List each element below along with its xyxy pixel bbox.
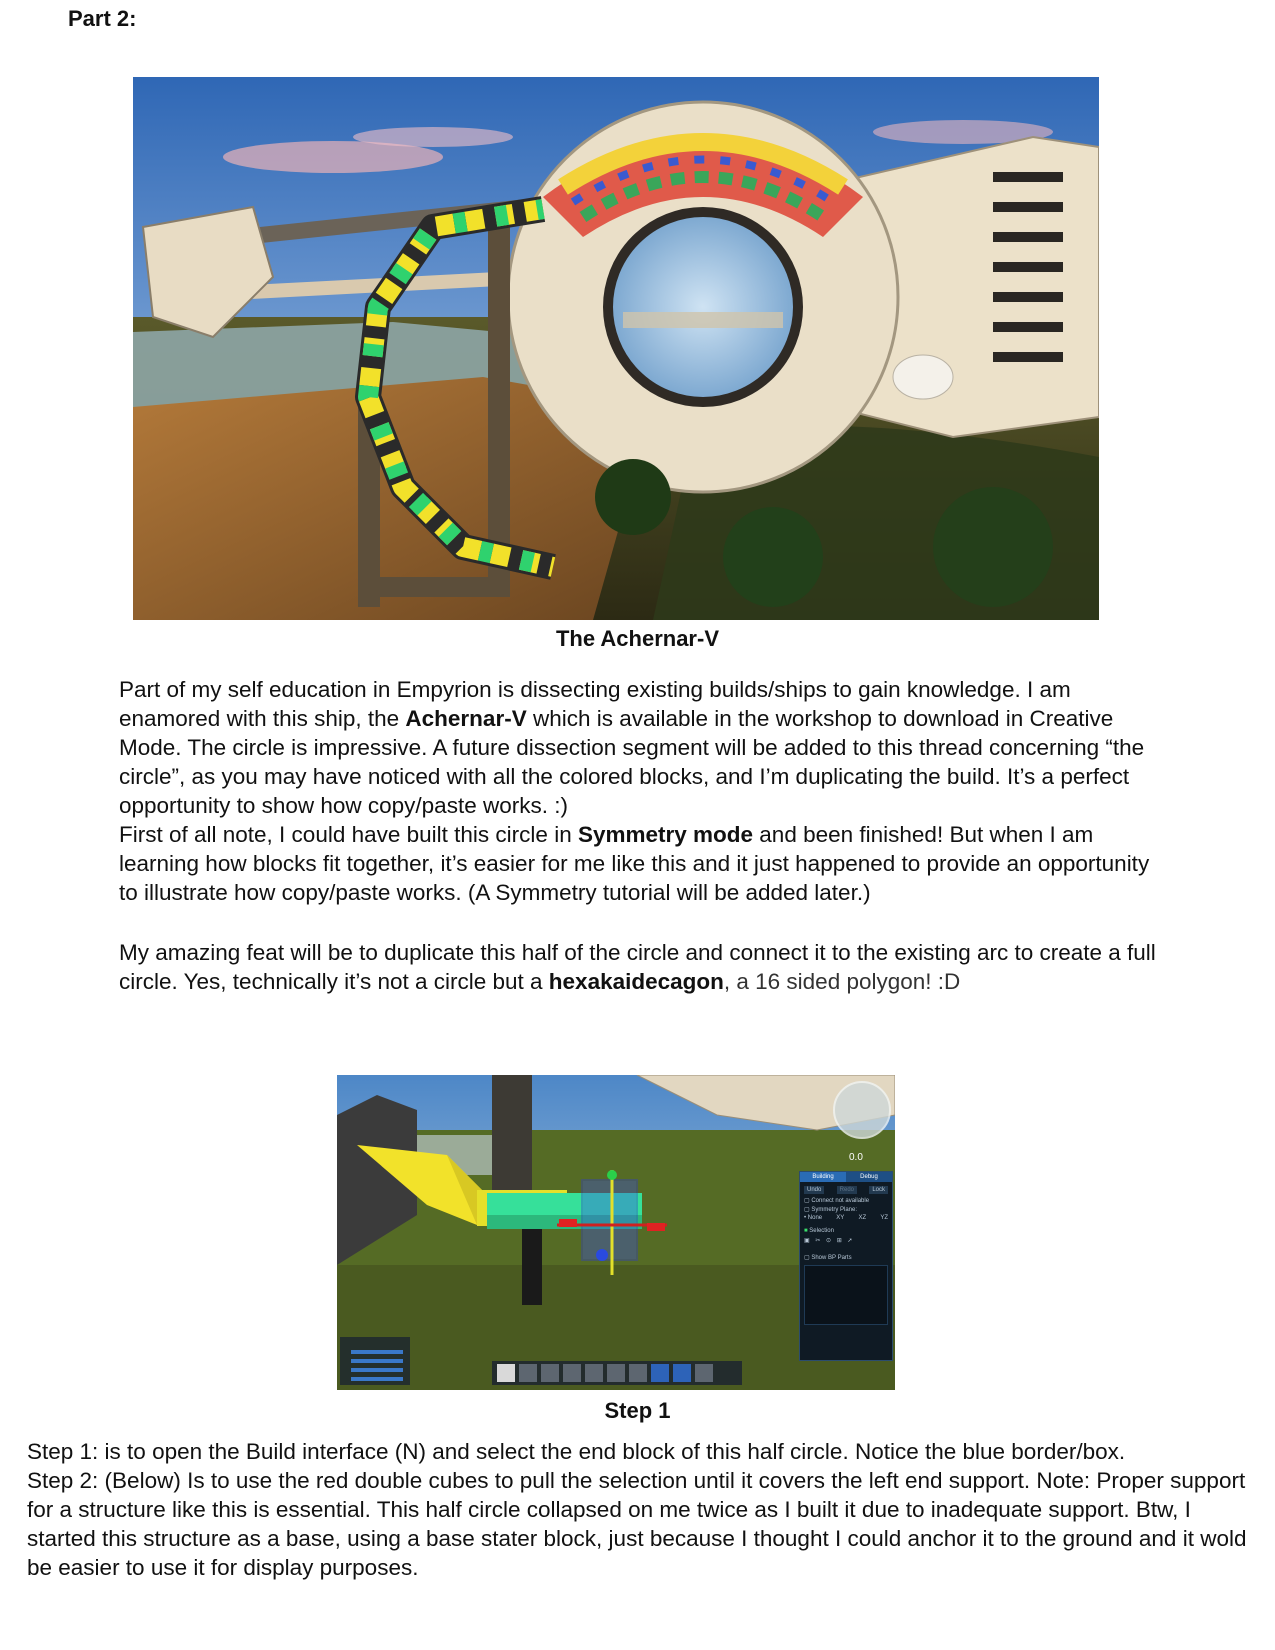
connect-checkbox[interactable]: ▢ Connect not available bbox=[804, 1198, 870, 1204]
selection-tools[interactable]: ▣ ✂ ⊙ ⊞ ➚ bbox=[804, 1238, 855, 1244]
plane-xy-option[interactable]: XY bbox=[836, 1215, 845, 1221]
section-heading: Part 2: bbox=[68, 6, 137, 31]
steps-paragraph: Step 1: is to open the Build interface (N) and select the end block of this half circle. Notice the blue border/box. Step 2: (Below) Is to use the red double cubes to pull the selection until it covers the left end support. Note: Proper support for a structure like this is essential. This half circle collapsed on me twice as I built it due to inadequate support. Btw, I started this structure as a base, using a base stater block, just because I thought I could anchor it to the ground and it wold be easier to use it for display purposes. bbox=[27, 1439, 1247, 1580]
achernar-v-illustration bbox=[133, 77, 1099, 620]
speed-readout: 0.0 bbox=[849, 1152, 863, 1163]
step1-screenshot bbox=[337, 1075, 895, 1390]
build-panel bbox=[799, 1171, 893, 1361]
figure-caption: Step 1 bbox=[604, 1398, 671, 1423]
intro-paragraph: Part of my self education in Empyrion is dissecting existing builds/ships to gain knowledge. I am enamored with this ship, the Achernar-V which is available in the workshop to download in Creative Mode. The circle is impressive. A future dissection segment will be added to this thread concerning “the circle”, as you may have noticed with all the colored blocks, and I’m duplicating the build. It’s a perfect opportunity to show how copy/paste works. :) First of all note, I could have built this circle in Symmetry mode and been finished! But when I am learning how blocks fit together, it’s easier for me like this and it just happened to provide an opportunity to illustrate how copy/paste works. (A Symmetry tutorial will be added later.) bbox=[119, 677, 1150, 905]
plane-none-option[interactable]: • None bbox=[804, 1215, 823, 1221]
symmetry-checkbox[interactable]: ▢ Symmetry Plane: bbox=[804, 1207, 858, 1213]
tab-debug[interactable]: Debug bbox=[846, 1172, 892, 1182]
lock-button[interactable]: Lock bbox=[869, 1186, 888, 1194]
ship-name: Achernar-V bbox=[405, 706, 527, 731]
symmetry-mode-term: Symmetry mode bbox=[577, 822, 754, 847]
plane-yz-option[interactable]: YZ bbox=[880, 1215, 888, 1221]
status-panel bbox=[340, 1337, 410, 1385]
bp-list[interactable] bbox=[804, 1265, 888, 1325]
undo-button[interactable]: Undo bbox=[804, 1186, 824, 1194]
hexakaidecagon-term: hexakaidecagon bbox=[548, 969, 724, 994]
selection-checkbox[interactable]: ■ Selection bbox=[804, 1228, 834, 1234]
figure-caption: The Achernar-V bbox=[555, 626, 719, 651]
achernar-v-screenshot bbox=[133, 77, 1099, 620]
show-bp-checkbox[interactable]: ▢ Show BP Parts bbox=[804, 1255, 852, 1261]
redo-button[interactable]: Redo bbox=[837, 1186, 857, 1194]
hotbar[interactable] bbox=[492, 1361, 742, 1385]
tab-building[interactable]: Building bbox=[800, 1172, 846, 1182]
goal-paragraph: My amazing feat will be to duplicate this half of the circle and connect it to the existing arc to create a full circle. Yes, technically it’s not a circle but a hexakaidecagon, a 16 sided polygon! :D bbox=[119, 940, 1156, 994]
plane-xz-option[interactable]: XZ bbox=[858, 1215, 867, 1221]
